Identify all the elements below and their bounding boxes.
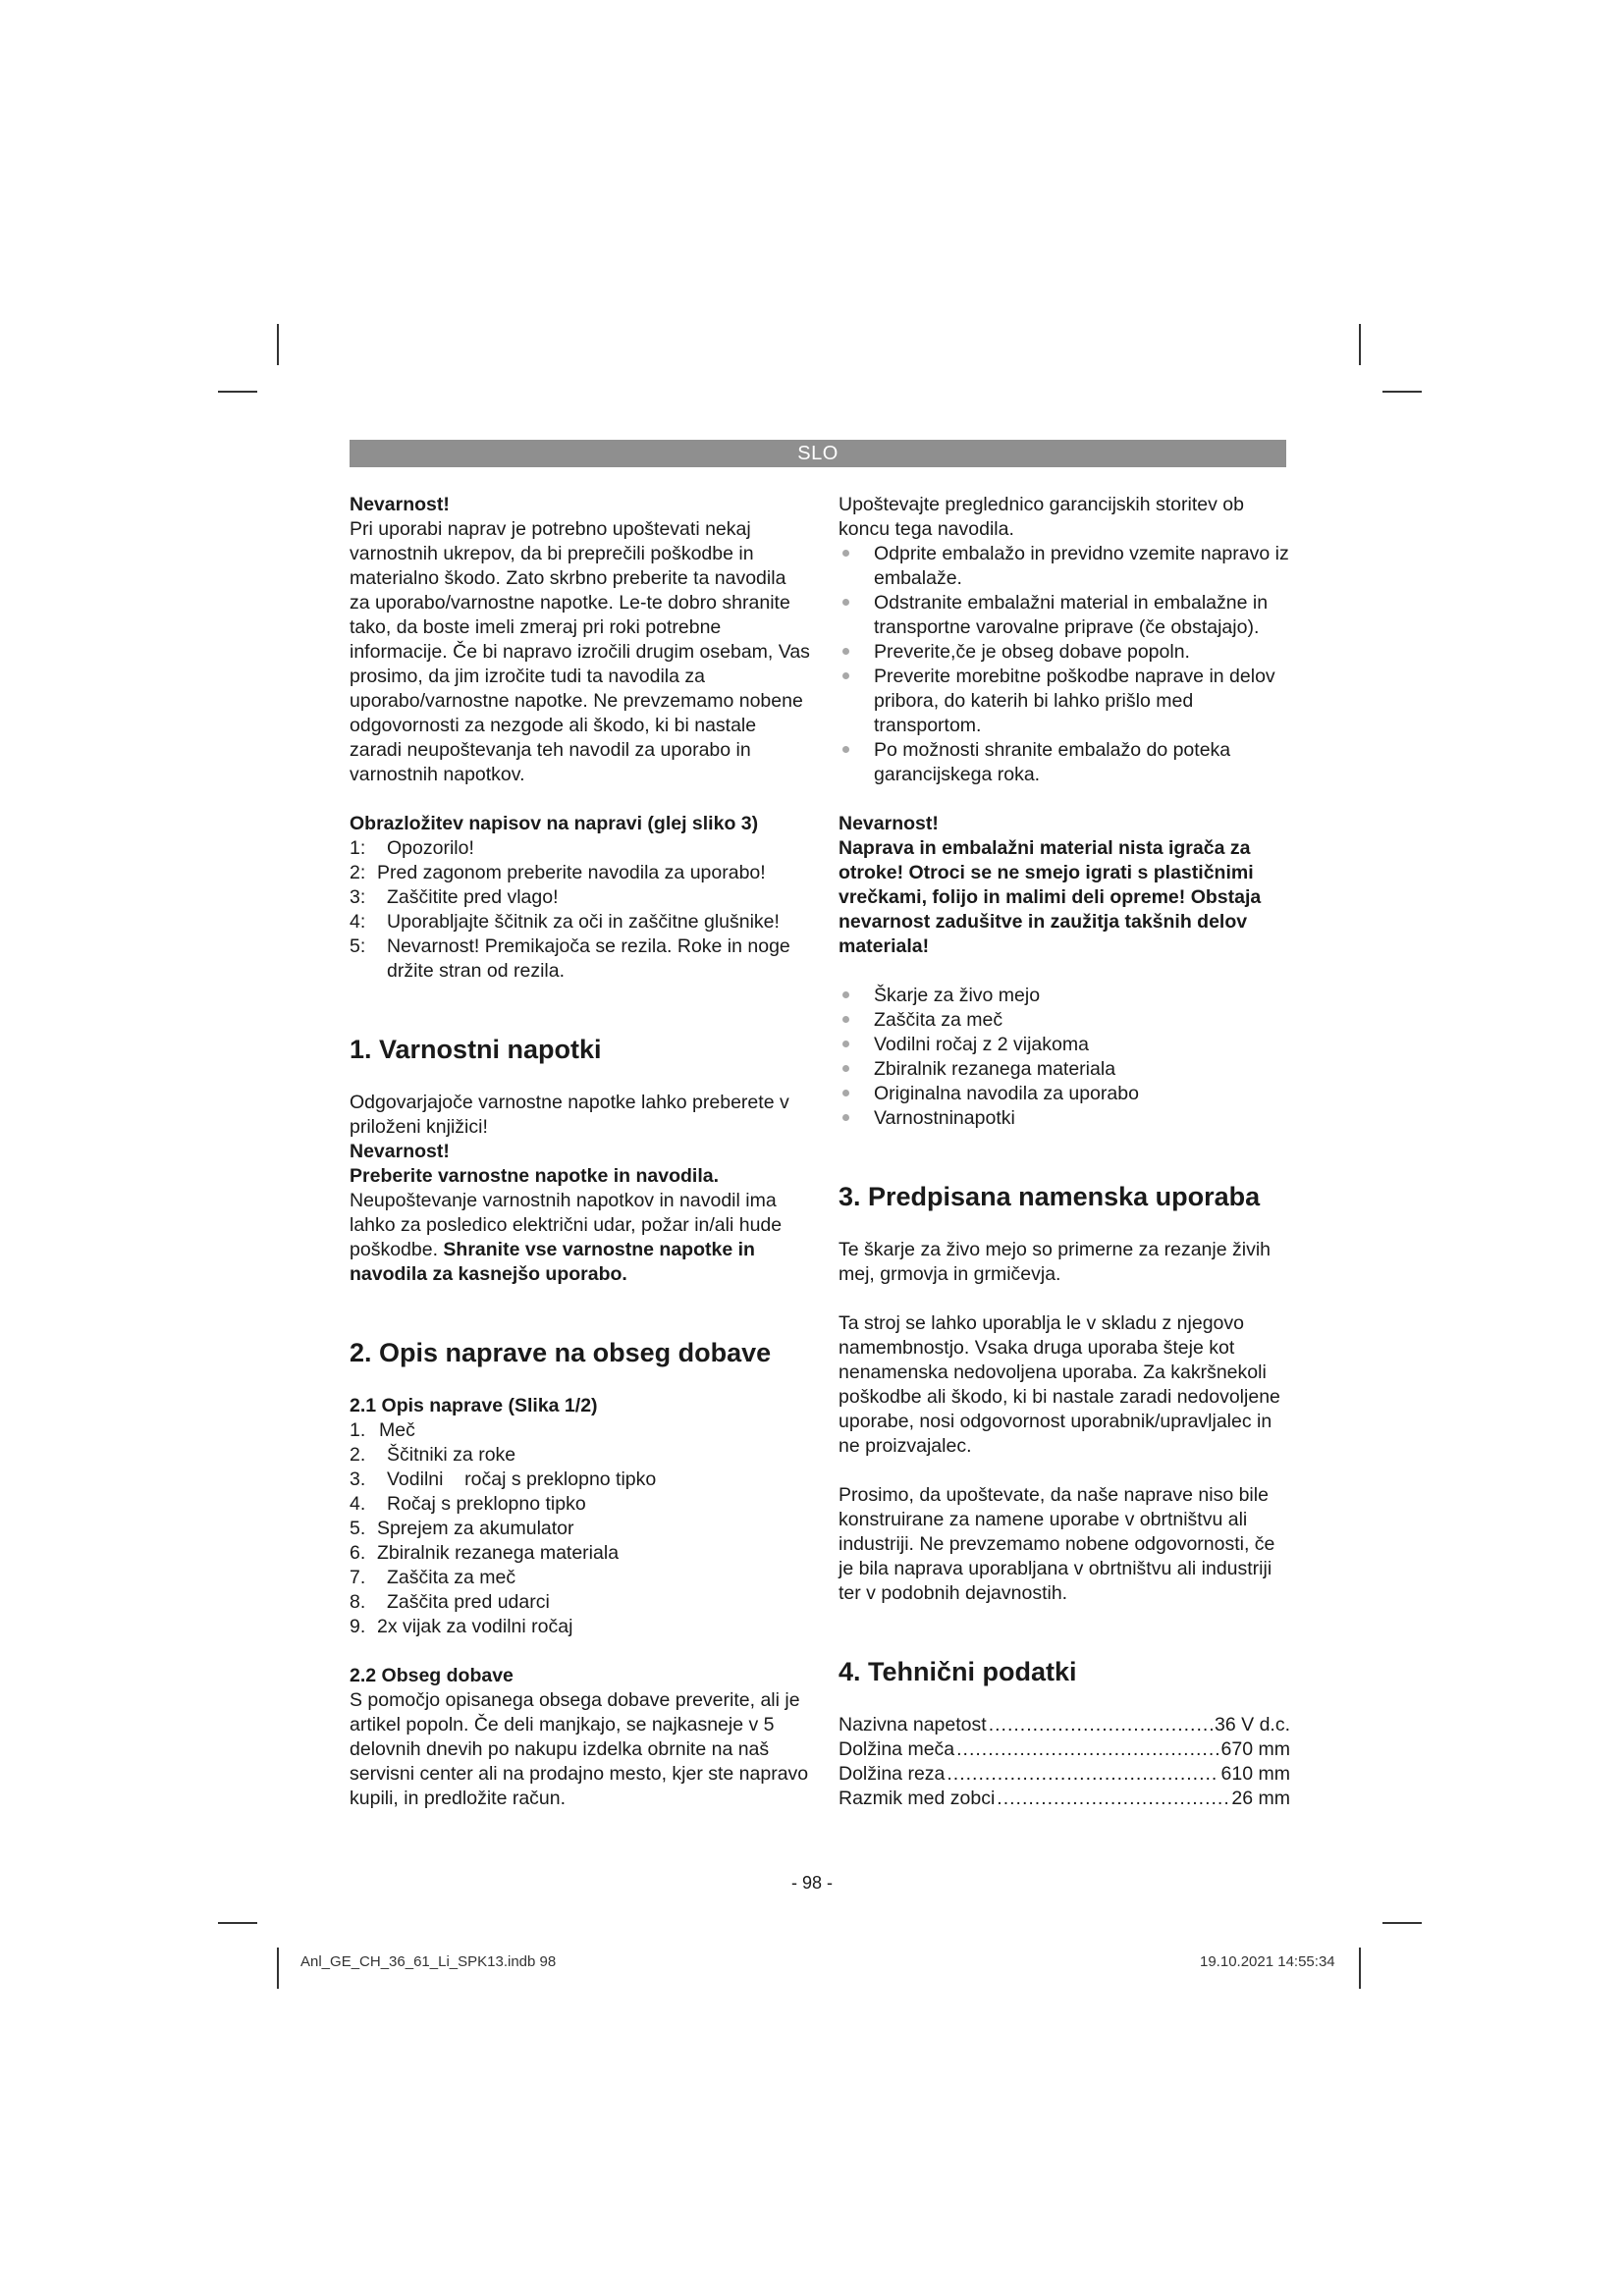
list-item: Varnostninapotki: [839, 1106, 1290, 1131]
list-item: 1: Opozorilo!: [350, 837, 474, 859]
danger-paragraph: Pri uporabi naprav je potrebno upoštevati nekaj varnostnih ukrepov, da bi preprečili poškodbe in materialno škodo. Zato skrbno preberite ta navodila za uporabo/varnostne napotke. Le-te dobro shranite tako, da boste imeli zmeraj pri roki potrebne informacije. Če bi napravo izročili drugim osebam, Vas prosimo, da jim izročite tudi ta navodila za uporabo/varnostne napotke. Ne prevzemamo nobene odgovornosti za nezgode ali škodo, ki bi nastale zaradi neupoštevanja teh navodil za uporabo in varnostnih napotkov.: [350, 518, 810, 785]
labels-list: [350, 836, 811, 984]
footer-filename: Anl_GE_CH_36_61_Li_SPK13.indb 98: [300, 1953, 557, 1970]
parts-list: [350, 1418, 811, 1639]
delivery-contents: [839, 984, 1290, 1131]
crop-mark: [1382, 1922, 1422, 1924]
list-item: 6. Zbiralnik rezanega materiala: [350, 1542, 620, 1564]
list-item: 1. Meč: [350, 1419, 415, 1441]
list-item: Po možnosti shranite embalažo do poteka garancijskega roka.: [839, 738, 1290, 787]
list-item: 3: Zaščitite pred vlago!: [350, 886, 559, 908]
list-item: 4. Ročaj s preklopno tipko: [350, 1493, 586, 1515]
list-item: Preverite morebitne poškodbe naprave in delov pribora, do katerih bi lahko prišlo med transportom.: [839, 665, 1290, 738]
list-item: Originalna navodila za uporabo: [839, 1082, 1290, 1106]
section-2-1-title: 2.1 Opis naprave (Slika 1/2): [350, 1395, 598, 1416]
section-3-p1: Te škarje za živo mejo so primerne za rezanje živih mej, grmovja in grmičevja.: [839, 1239, 1272, 1285]
spec-row: Dolžina reza ..... 610 mm: [839, 1762, 1290, 1787]
spec-table: [839, 1713, 1290, 1811]
list-item: 5. Sprejem za akumulator: [350, 1518, 574, 1539]
section-2-2-text: S pomočjo opisanega obsega dobave preverite, ali je artikel popoln. Če deli manjkajo, se najkasneje v 5 delovnih dnevih po nakupu izdelka obrnite na naš servisni center ali na prodajno mesto, kjer ste napravo kupili, in predložite račun.: [350, 1689, 809, 1809]
list-item: 7. Zaščita za meč: [350, 1567, 516, 1588]
list-item: Zbiralnik rezanega materiala: [839, 1057, 1290, 1082]
language-header-bar: SLO: [350, 440, 1286, 467]
section-3-p2: Ta stroj se lahko uporablja le v skladu z njegovo namembnostjo. Vsaka druga uporaba šteje kot nenamenska nedovoljena uporaba. Za kakršnekoli poškodbe ali škodo, ki bi nastale zaradi nedovoljene uporabe, nosi odgovornost uporabnik/upravljalec in ne proizvajalec.: [839, 1312, 1280, 1457]
footer-timestamp: 19.10.2021 14:55:34: [1200, 1953, 1335, 1970]
crop-mark: [277, 1948, 279, 1989]
list-item: 4: Uporabljajte ščitnik za oči in zaščitne glušnike!: [350, 911, 780, 933]
spec-row: Dolžina meča ..... 670 mm: [839, 1737, 1290, 1762]
list-item: 3. Vodilni ročaj s preklopno tipko: [350, 1468, 657, 1490]
section-1-bold: Preberite varnostne napotke in navodila.: [350, 1165, 720, 1187]
list-item: Odstranite embalažni material in embalažne in transportne varovalne priprave (če obstajajo).: [839, 591, 1290, 640]
section-2-2-title: 2.2 Obseg dobave: [350, 1665, 514, 1686]
section-3-p3: Prosimo, da upoštevate, da naše naprave niso bile konstruirane za namene uporabe v obrtništvu ali industriji. Ne prevzemamo nobene odgovornosti, če je bila naprava uporabljana v obrtništvu ali industriji ter v podobnih dejavnostih.: [839, 1484, 1275, 1604]
crop-mark: [1359, 324, 1361, 365]
section-1-danger: Nevarnost!: [350, 1141, 450, 1162]
list-item: Škarje za živo mejo: [839, 984, 1290, 1008]
list-item: 2. Ščitniki za roke: [350, 1444, 516, 1466]
unpacking-steps: [839, 542, 1290, 787]
section-4-title: 4. Tehnični podatki: [839, 1657, 1077, 1686]
list-item: Vodilni ročaj z 2 vijakoma: [839, 1033, 1290, 1057]
crop-mark: [1382, 391, 1422, 393]
spec-row: Razmik med zobci ..... 26 mm: [839, 1787, 1290, 1811]
crop-mark: [218, 391, 257, 393]
list-item: Odprite embalažo in previdno vzemite napravo iz embalaže.: [839, 542, 1290, 591]
list-item: 8. Zaščita pred udarci: [350, 1591, 550, 1613]
list-item: Preverite,če je obseg dobave popoln.: [839, 640, 1290, 665]
list-item: 9. 2x vijak za vodilni ročaj: [350, 1616, 573, 1637]
crop-mark: [1359, 1948, 1361, 1989]
section-1-title: 1. Varnostni napotki: [350, 1035, 602, 1064]
crop-mark: [218, 1922, 257, 1924]
section-1-intro: Odgovarjajoče varnostne napotke lahko preberete v priloženi knjižici!: [350, 1092, 789, 1138]
labels-heading: Obrazložitev napisov na napravi (glej sliko 3): [350, 813, 759, 834]
right-danger-heading: Nevarnost!: [839, 813, 939, 834]
list-item: 5: Nevarnost! Premikajoča se rezila. Roke in noge držite stran od rezila.: [350, 935, 790, 982]
list-item: Zaščita za meč: [839, 1008, 1290, 1033]
spec-row: Nazivna napetost ..... 36 V d.c.: [839, 1713, 1290, 1737]
right-danger-text: Naprava in embalažni material nista igrača za otroke! Otroci se ne smejo igrati s plastičnimi vrečkami, folijo in malimi deli opreme! Obstaja nevarnost zadušitve in zaužitja takšnih delov materiala!: [839, 837, 1262, 957]
section-3-title: 3. Predpisana namenska uporaba: [839, 1182, 1261, 1211]
crop-mark: [277, 324, 279, 365]
warranty-intro: Upoštevajte preglednico garancijskih storitev ob koncu tega navodila.: [839, 494, 1244, 540]
list-item: 2: Pred zagonom preberite navodila za uporabo!: [350, 862, 766, 883]
danger-heading: Nevarnost!: [350, 494, 450, 515]
section-2-title: 2. Opis naprave na obseg dobave: [350, 1338, 772, 1367]
section-1-text: Neupoštevanje varnostnih napotkov in navodil ima lahko za posledico električni udar, požar in/ali hude poškodbe. Shranite vse varnostne napotke in navodila za kasnejšo uporabo.: [350, 1190, 783, 1285]
left-column: [350, 493, 811, 1811]
page-number: - 98 -: [790, 1873, 833, 1893]
right-column: [839, 493, 1290, 1811]
